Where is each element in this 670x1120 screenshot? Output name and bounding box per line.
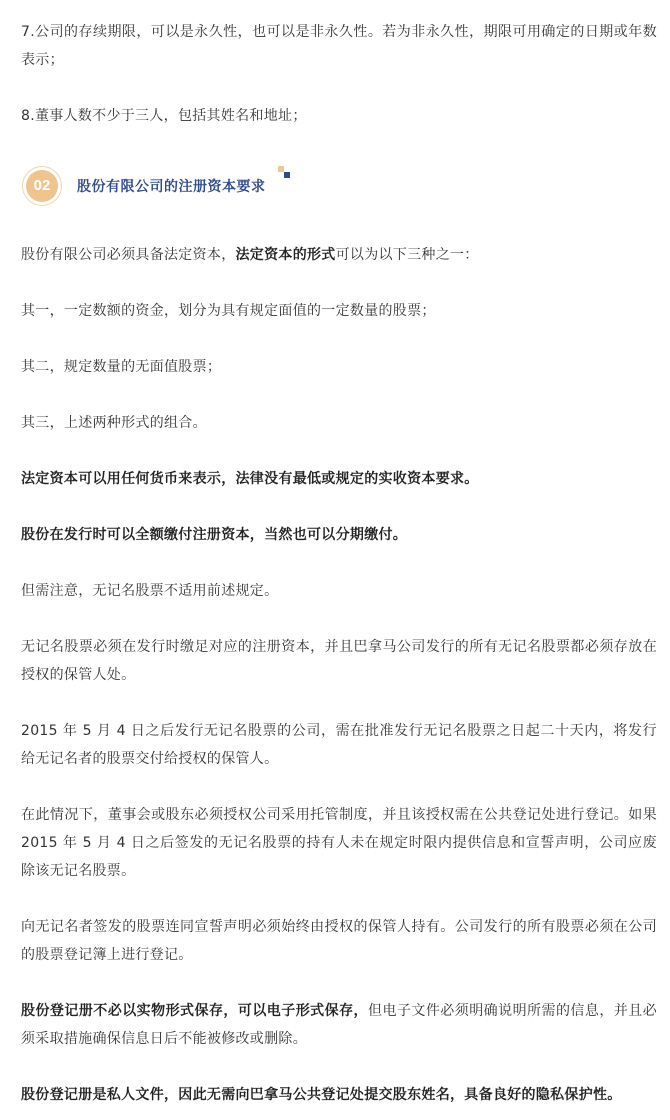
paragraph-2015: 2015 年 5 月 4 日之后发行无记名股票的公司，需在批准发行无记名股票之日起二十天内，将发行给无记名者的股票交付给授权的保管人。 (21, 723, 657, 767)
section-heading (22, 166, 422, 206)
paragraph-form-one: 其一，一定数额的资金，划分为具有规定面值的一定数量的股票； (21, 303, 436, 319)
register-bold-text: 股份登记册不必以实物形式保存，可以电子形式保存， (21, 1003, 368, 1019)
paragraph-bearer: 无记名股票必须在发行时缴足对应的注册资本，并且巴拿马公司发行的所有无记名股票都必须存放在授权的保管人处。 (21, 639, 657, 683)
paragraph-form-three: 其三，上述两种形式的组合。 (21, 415, 207, 431)
paragraph-intro (21, 241, 657, 269)
paragraph-form-two: 其二，规定数量的无面值股票； (21, 359, 222, 375)
decor-square-blue-icon (284, 172, 290, 178)
paragraph-item-7: 7.公司的存续期限，可以是永久性，也可以是非永久性。若为非永久性，期限可用确定的日期或年数表示； (21, 24, 657, 68)
section-number-badge: 02 (26, 170, 58, 202)
paragraph-item-8: 8.董事人数不少于三人，包括其姓名和地址； (21, 108, 307, 124)
intro-text: 股份有限公司必须具备法定资本， (21, 247, 236, 263)
paragraph-custody: 在此情况下，董事会或股东必须授权公司采用托管制度，并且该授权需在公共登记处进行登记。如果 2015 年 5 月 4 日之后签发的无记名股票的持有人未在规定时限内提供信息和宣誓声明，公司应废除该无记名股票。 (21, 807, 657, 879)
intro-bold-text: 法定资本的形式 (235, 247, 336, 263)
paragraph-note: 但需注意，无记名股票不适用前述规定。 (21, 583, 279, 599)
register-text: 但电子文件必须明确说明所需的信息，并且必须采取措施确保信息日后不能被修改或删除。 (21, 1003, 658, 1047)
paragraph-issue: 股份在发行时可以全额缴付注册资本，当然也可以分期缴付。 (21, 527, 408, 543)
paragraph-currency: 法定资本可以用任何货币来表示，法律没有最低或规定的实收资本要求。 (21, 471, 479, 487)
intro-text-end: 可以为以下三种之一： (335, 247, 479, 263)
paragraph-private: 股份登记册是私人文件，因此无需向巴拿马公共登记处提交股东姓名，具备良好的隐私保护性。 (21, 1087, 622, 1103)
section-title: 股份有限公司的注册资本要求 (77, 179, 266, 195)
paragraph-hold: 向无记名者签发的股票连同宣誓声明必须始终由授权的保管人持有。公司发行的所有股票必须在公司的股票登记簿上进行登记。 (21, 919, 657, 963)
paragraph-register (21, 997, 657, 1053)
